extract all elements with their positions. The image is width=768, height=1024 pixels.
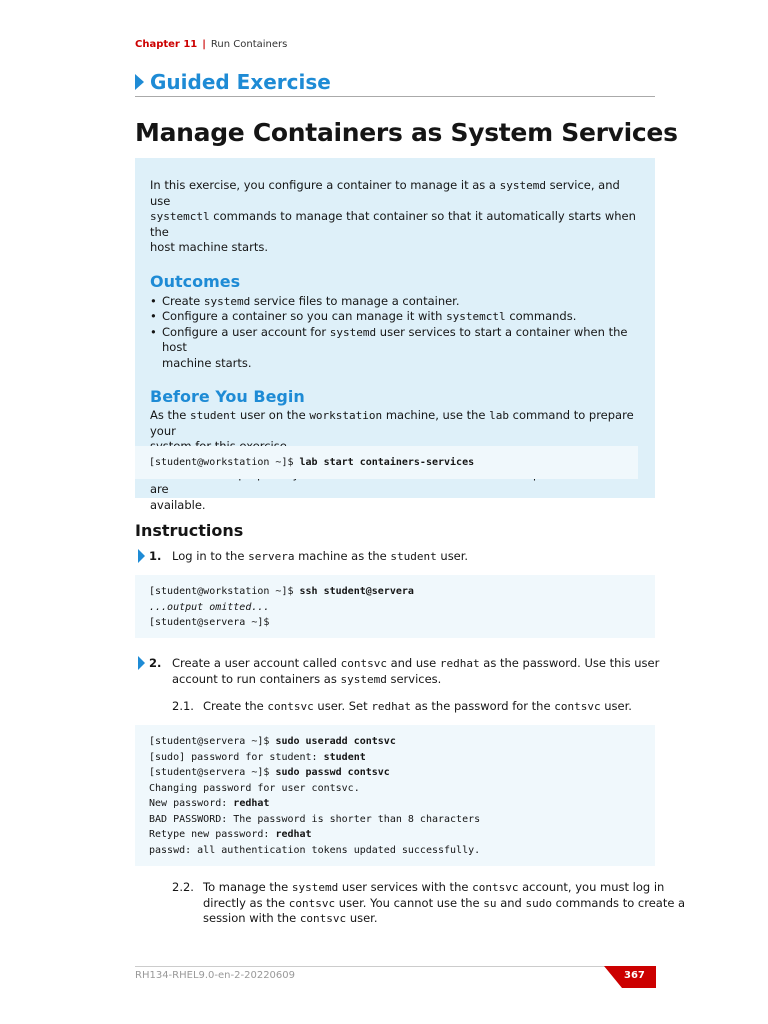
substep-2-1-text: Create the contsvc user. Set redhat as the password for the contsvc user. (203, 699, 632, 713)
instructions-heading: Instructions (135, 521, 244, 540)
outcome-item: • Configure a user account for systemd user services to start a container when the host machine starts. (150, 325, 640, 372)
page-title: Manage Containers as System Services (135, 118, 678, 147)
page-number: 367 (624, 970, 645, 981)
footer-doc-id: RH134-RHEL9.0-en-2-20220609 (135, 970, 295, 981)
footer-divider (135, 966, 605, 967)
code-block-2: [student@servera ~]$ sudo useradd contsvc [sudo] password for student: student [student@servera ~]$ sudo passwd contsvc Changing password for user contsvc. New password: redhat BAD PASSWORD: The password is shorter than 8 characters Retype new password: redhat passwd: all authentication tokens updated successfully. (135, 725, 655, 866)
text: host machine starts. (150, 240, 268, 254)
section-arrow-icon (135, 74, 144, 90)
step-number: 1. (149, 549, 162, 563)
substep-number: 2.1. (172, 699, 194, 713)
inline-code: systemd (499, 179, 546, 192)
code-block-1: [student@workstation ~]$ ssh student@servera ...output omitted... [student@servera ~]$ (135, 575, 655, 638)
outcome-item: • Configure a container so you can manage it with systemctl commands. (150, 309, 640, 325)
text: In this exercise, you configure a container to manage it as a (150, 178, 500, 192)
chapter-number: Chapter 11 (135, 39, 198, 50)
header-separator: | (202, 39, 206, 50)
step-1-text: Log in to the servera machine as the student user. (172, 549, 469, 563)
section-divider (135, 96, 655, 97)
before-paragraph: As the student user on the workstation machine, use the lab command to prepare your (150, 408, 634, 438)
step-arrow-icon (138, 549, 145, 563)
substep-number: 2.2. (172, 880, 194, 894)
prompt: [student@workstation ~]$ (149, 457, 300, 468)
outcomes-heading: Outcomes (150, 271, 241, 291)
step-arrow-icon (138, 656, 145, 670)
command: lab start containers-services (299, 457, 475, 468)
substep-2-2-text: To manage the systemd user services with the contsvc account, you must log in directly as the contsvc user. You cannot use the su and sudo commands to create a session with the contsvc user. (203, 880, 686, 925)
text: commands to manage that container so that it automatically starts when the (150, 209, 636, 239)
text: service, and use (150, 178, 620, 208)
section-label (135, 70, 331, 94)
intro-paragraph (150, 178, 640, 256)
lab-command-box (135, 446, 638, 479)
section-label-text: Guided Exercise (150, 70, 331, 94)
step-number: 2. (149, 656, 162, 670)
inline-code: systemctl (150, 210, 210, 223)
step-2-text: Create a user account called contsvc and use redhat as the password. Use this user account to run containers as systemd services. (172, 656, 660, 686)
chapter-title: Run Containers (210, 39, 288, 50)
running-header (135, 39, 287, 50)
before-paragraph-2: are available. (150, 482, 206, 512)
intro-box (135, 158, 655, 512)
outcome-item: • Create systemd service files to manage a container. (150, 294, 640, 310)
before-heading: Before You Begin (150, 387, 305, 406)
